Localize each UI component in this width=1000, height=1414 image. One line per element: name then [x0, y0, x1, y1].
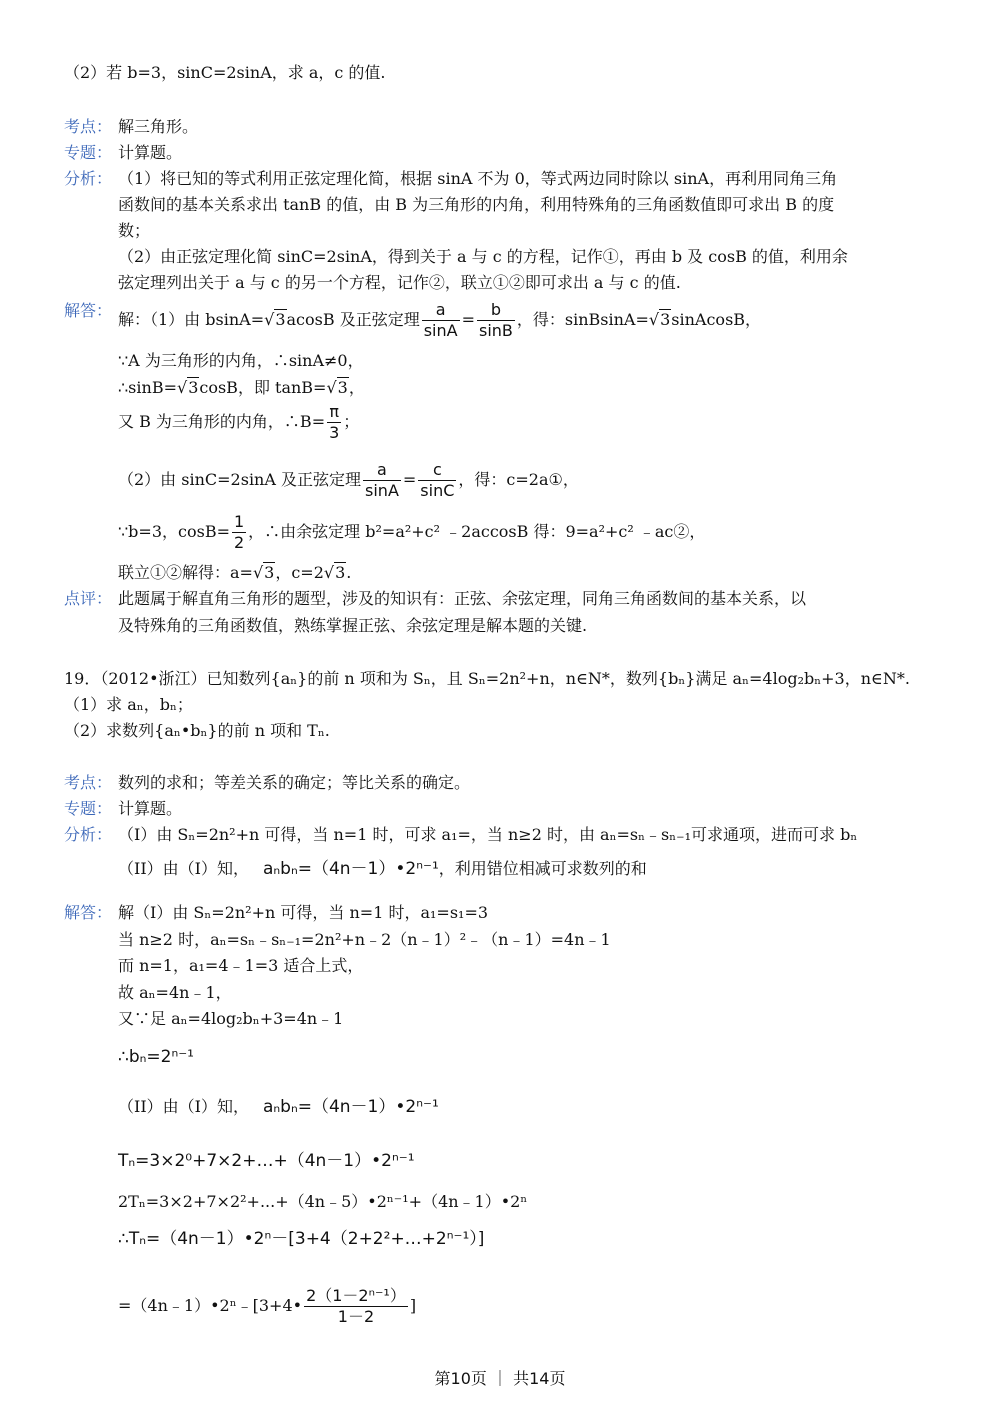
q18-kaodian: 解三角形。 — [118, 117, 199, 136]
anbn-formula: aₙbₙ=（4n－1）•2ⁿ⁻¹ — [262, 859, 439, 879]
fraction-geometric-sum: $\frac{\text{2（1－2ⁿ⁻¹）}}{1-2}$ — [306, 1286, 406, 1326]
sqrt-3: √3 — [264, 310, 286, 329]
q19-j7: （II）由（I）知， aₙbₙ=（4n－1）•2ⁿ⁻¹ — [118, 1097, 439, 1117]
q19-part2: （2）求数列{aₙ•bₙ}的前 n 项和 Tₙ. — [64, 721, 330, 740]
fraction-pi-3: $\frac{\pi}{3}$ — [329, 402, 340, 442]
q18-fenxi-2b: 弦定理列出关于 a 与 c 的另一个方程，记作②，联立①②即可求出 a 与 c 的值. — [118, 273, 681, 292]
q19-fenxi-1: （I）由 Sₙ=2n²+n 可得，当 n=1 时，可求 a₁=，当 n≥2 时，由 aₙ=sₙ﹣sₙ₋₁可求通项，进而可求 bₙ — [118, 825, 858, 844]
q19-jieda-label: 解答： — [64, 903, 113, 922]
q18-dianping-2: 及特殊角的三角函数值，熟练掌握正弦、余弦定理是解本题的关键. — [118, 616, 588, 635]
q19-j1: 解（I）由 Sₙ=2n²+n 可得，当 n=1 时，a₁=s₁=3 — [118, 903, 489, 922]
q18-step6: ∵b=3，cosB= $\frac{1}{2}$ ，∴由余弦定理 b²=a²+c² ﹣2accosB 得：9=a²+c² ﹣ac②， — [118, 512, 706, 552]
q18-fenxi-label: 分析： — [64, 169, 113, 188]
q19-j6: ∴bₙ=2ⁿ⁻¹ — [118, 1047, 195, 1067]
q18-step1: 解：（1）由 bsinA=√3acosB 及正弦定理 $\frac{a}{\sin A}$ = $\frac{b}{\sin B}$ ，得：sinBsinA=√3sinAcosB， — [118, 300, 762, 340]
fraction-1-2: $\frac{1}{2}$ — [233, 512, 245, 552]
page-footer: 第10页 ｜ 共14页 — [434, 1369, 566, 1388]
q19-fenxi-2: （II）由（I）知， aₙbₙ=（4n－1）•2ⁿ⁻¹，利用错位相减可求数列的和 — [118, 859, 647, 879]
q18-step5: （2）由 sinC=2sinA 及正弦定理 $\frac{a}{\sin A}$ = $\frac{c}{\sin C}$ ，得：c=2a①， — [118, 460, 579, 500]
q18-fenxi-1a: （1）将已知的等式利用正弦定理化简，根据 sinA 不为 0，等式两边同时除以 sinA，再利用同角三角 — [118, 169, 838, 188]
fraction-b-sinB: $\frac{b}{\sin B}$ — [478, 300, 513, 340]
q19-j5: 又∵足 aₙ=4log₂bₙ+3=4n﹣1 — [118, 1009, 344, 1028]
sqrt-3: √3 — [648, 310, 671, 329]
q19-j10: ∴Tₙ=（4n－1）•2ⁿ－[3+4（2+2²+…+2ⁿ⁻¹）] — [118, 1229, 485, 1249]
q18-jieda-label: 解答： — [64, 301, 113, 320]
q18-part2: （2）若 b=3，sinC=2sinA，求 a，c 的值. — [64, 63, 386, 82]
q19-j9: 2Tₙ=3×2+7×2²+...+（4n﹣5）•2ⁿ⁻¹+（4n﹣1）•2ⁿ — [118, 1192, 528, 1211]
q18-step3: ∴sinB=√3cosB，即 tanB=√3， — [118, 378, 365, 397]
q19-part1: （1）求 aₙ，bₙ； — [64, 695, 193, 714]
q19-j3: 而 n=1，a₁=4﹣1=3 适合上式， — [118, 956, 364, 975]
q18-fenxi-1c: 数； — [118, 221, 151, 240]
q18-step7: 联立①②解得：a=√3，c=2√3. — [118, 563, 352, 582]
q18-kaodian-label: 考点： — [64, 117, 113, 136]
q18-dianping-1: 此题属于解直角三角形的题型，涉及的知识有：正弦、余弦定理，同角三角函数间的基本关系，以 — [118, 589, 807, 608]
fraction-a-sinA: $\frac{a}{\sin A}$ — [423, 300, 458, 340]
q18-fenxi-1b: 函数间的基本关系求出 tanB 的值，由 B 为三角形的内角，利用特殊角的三角函数值即可求出 B 的度 — [118, 195, 835, 214]
q18-zhuanti: 计算题。 — [118, 143, 183, 162]
q18-step4: 又 B 为三角形的内角，∴B= $\frac{\pi}{3}$ ； — [118, 402, 360, 442]
q19-kaodian-label: 考点： — [64, 773, 113, 792]
q19-kaodian: 数列的求和；等差关系的确定；等比关系的确定。 — [118, 773, 471, 792]
q19-j4: 故 aₙ=4n﹣1， — [118, 983, 232, 1002]
anbn-formula: aₙbₙ=（4n－1）•2ⁿ⁻¹ — [262, 1097, 439, 1117]
q18-step2: ∵A 为三角形的内角，∴sinA≠0， — [118, 351, 364, 370]
fraction-c-sinC: $\frac{c}{\sin C}$ — [420, 460, 455, 500]
q19-fenxi-label: 分析： — [64, 825, 113, 844]
q19-j2: 当 n≥2 时，aₙ=sₙ﹣sₙ₋₁=2n²+n﹣2（n﹣1）²﹣（n﹣1）=4n﹣1 — [118, 930, 611, 949]
q19-j11: =（4n﹣1）•2ⁿ﹣[3+4• $\frac{\text{2（1－2ⁿ⁻¹）}}{1-2}$ ] — [118, 1286, 417, 1326]
q19-zhuanti: 计算题。 — [118, 799, 183, 818]
q18-fenxi-2a: （2）由正弦定理化简 sinC=2sinA，得到关于 a 与 c 的方程，记作①，再由 b 及 cosB 的值，利用余 — [118, 247, 848, 266]
q19-zhuanti-label: 专题： — [64, 799, 113, 818]
fraction-a-sinA: $\frac{a}{\sin A}$ — [365, 460, 399, 500]
q19-stem: 19．（2012•浙江）已知数列{aₙ}的前 n 项和为 Sₙ，且 Sₙ=2n²+n，n∈N*，数列{bₙ}满足 aₙ=4log₂bₙ+3，n∈N*. — [64, 669, 910, 688]
q18-zhuanti-label: 专题： — [64, 143, 113, 162]
q18-dianping-label: 点评： — [64, 589, 113, 608]
q19-j8: Tₙ=3×2⁰+7×2+…+（4n－1）•2ⁿ⁻¹ — [118, 1151, 415, 1171]
